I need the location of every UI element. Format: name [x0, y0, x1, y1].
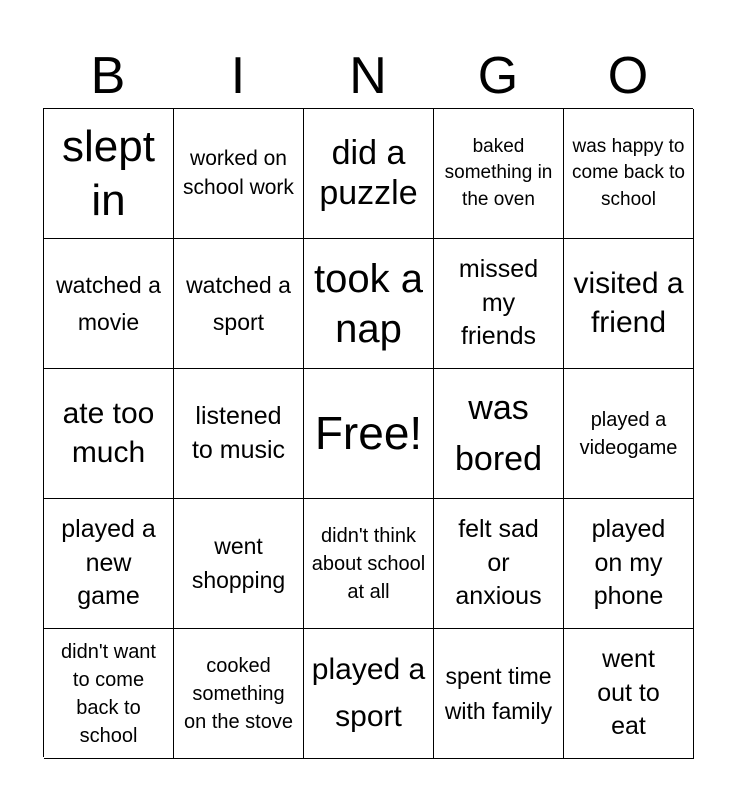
- bingo-cell-r5-c2[interactable]: [174, 629, 304, 759]
- bingo-cell-r3-c2[interactable]: [174, 369, 304, 499]
- bingo-cell-r4-c5[interactable]: [564, 499, 694, 629]
- bingo-cell-r3-c3[interactable]: [304, 369, 434, 499]
- bingo-cell-r5-c4[interactable]: [434, 629, 564, 759]
- bingo-cell-r1-c3[interactable]: [304, 109, 434, 239]
- cell-text: was bored: [455, 388, 542, 478]
- cell-text: watched a movie: [56, 271, 161, 335]
- cell-text: played on my phone: [591, 514, 666, 611]
- header-letter-i: I: [230, 46, 246, 105]
- bingo-cell-r5-c3[interactable]: [304, 629, 434, 759]
- header-letter-n: N: [349, 46, 387, 105]
- bingo-cell-r5-c1[interactable]: [44, 629, 174, 759]
- cell-text: was happy to come back to school: [572, 135, 685, 210]
- cell-text: took a nap: [314, 256, 423, 351]
- cell-text: listened to music: [191, 401, 286, 464]
- header-letter-o: O: [607, 46, 649, 105]
- cell-text: worked on school work: [183, 146, 294, 199]
- bingo-cell-r4-c1[interactable]: [44, 499, 174, 629]
- cell-text: watched a sport: [186, 271, 291, 335]
- bingo-cell-r2-c3[interactable]: [304, 239, 434, 369]
- cell-text: baked something in the oven: [444, 135, 553, 210]
- bingo-cell-r2-c5[interactable]: [564, 239, 694, 369]
- cell-text: visited a friend: [573, 267, 684, 339]
- bingo-board: [43, 108, 693, 757]
- bingo-cell-r3-c1[interactable]: [44, 369, 174, 499]
- cell-text: didn't want to come back to school: [61, 640, 156, 747]
- bingo-cell-r4-c3[interactable]: [304, 499, 434, 629]
- cell-text: went out to eat: [597, 644, 660, 741]
- cell-text: didn't think about school at all: [311, 524, 426, 603]
- bingo-cell-r2-c2[interactable]: [174, 239, 304, 369]
- bingo-cell-r1-c4[interactable]: [434, 109, 564, 239]
- bingo-cell-r1-c5[interactable]: [564, 109, 694, 239]
- header-letter-b: B: [90, 46, 126, 105]
- bingo-cell-r4-c4[interactable]: [434, 499, 564, 629]
- bingo-cell-r4-c2[interactable]: [174, 499, 304, 629]
- cell-text: ate too much: [62, 397, 155, 469]
- cell-text: cooked something on the stove: [184, 654, 293, 733]
- bingo-cell-r2-c1[interactable]: [44, 239, 174, 369]
- bingo-cell-r1-c2[interactable]: [174, 109, 304, 239]
- bingo-cell-r3-c5[interactable]: [564, 369, 694, 499]
- cell-text: missed my friends: [458, 254, 539, 351]
- cell-text: went shopping: [191, 533, 286, 593]
- cell-text: slept in: [62, 121, 155, 225]
- cell-text: played a sport: [311, 653, 426, 733]
- free-space: Free!: [314, 407, 423, 460]
- cell-text: did a puzzle: [319, 133, 418, 212]
- cell-text: played a new game: [61, 514, 156, 611]
- cell-text: played a videogame: [579, 408, 678, 459]
- bingo-header: [43, 43, 693, 108]
- cell-text: felt sad or anxious: [455, 514, 542, 611]
- bingo-cell-r1-c1[interactable]: [44, 109, 174, 239]
- bingo-cell-r3-c4[interactable]: [434, 369, 564, 499]
- header-letter-g: G: [477, 46, 519, 105]
- cell-text: spent time with family: [444, 663, 553, 724]
- bingo-cell-r5-c5[interactable]: [564, 629, 694, 759]
- bingo-cell-r2-c4[interactable]: [434, 239, 564, 369]
